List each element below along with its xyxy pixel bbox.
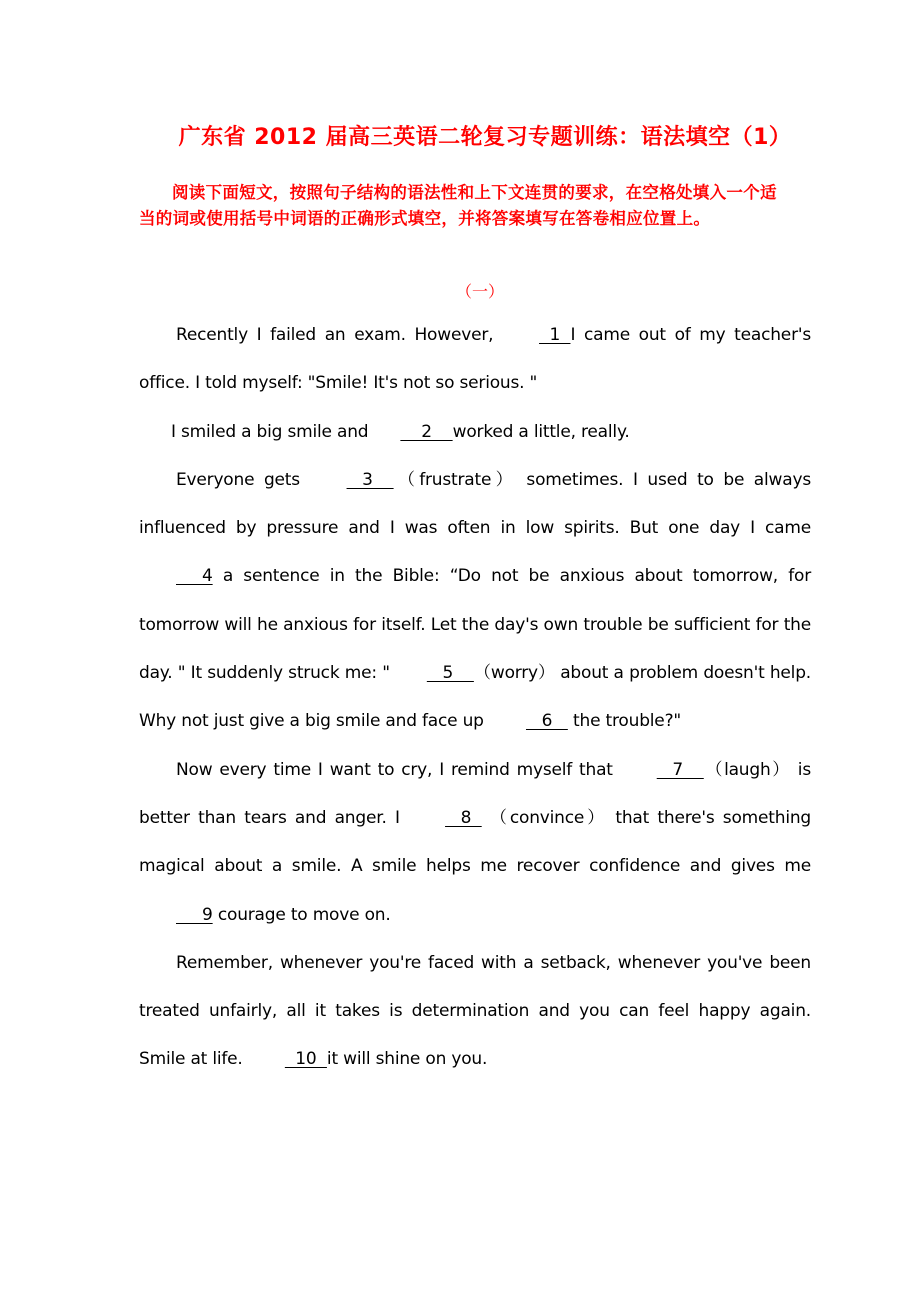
- passage: [139, 311, 811, 1084]
- text-segment: I smiled a big smile and: [171, 421, 369, 442]
- blank-7: 7: [656, 759, 704, 780]
- paragraph-3: [139, 456, 811, 746]
- blank-1: 1: [539, 325, 571, 345]
- text-segment: Now every time I want to cry, I remind myself that: [176, 759, 620, 780]
- document-title: 广东省 2012 届高三英语二轮复习专题训练：语法填空（1）: [178, 125, 792, 150]
- text-segment: a sentence in the Bible: “Do not be anxious about tomorrow, for tomorrow will he anxious for itself. Let the day's own trouble be sufficient for the day. " It suddenly struck me: ": [139, 566, 811, 684]
- text-segment: （frustrate） sometimes. I used to be always influenced by pressure and I was often in low spirits. But one day I came: [139, 469, 811, 539]
- blank-10: 10: [284, 1049, 327, 1070]
- text-segment: （convince） that there's something magical about a smile. A smile helps me recover confidence and gives me: [139, 807, 812, 877]
- text-segment: I came out of my teacher's office. I told myself: "Smile! It's not so serious. ": [139, 325, 811, 394]
- paragraph-1: [139, 311, 811, 408]
- text-segment: it will shine on you.: [326, 1049, 488, 1070]
- text-segment: （worry） about a problem doesn't help. Why not just give a big smile and face up: [139, 663, 811, 732]
- paragraph-5: [139, 939, 811, 1084]
- text-segment: the trouble?": [567, 711, 682, 732]
- blank-4: 4: [176, 566, 213, 587]
- text-segment: （laugh） is better than tears and anger. I: [139, 759, 811, 828]
- text-segment: Remember, whenever you're faced with a setback, whenever you've been treated unfairly, all it takes is determination and you can feel happy again. Smile at life.: [139, 952, 811, 1070]
- text-segment: Recently I failed an exam. However,: [176, 325, 503, 345]
- blank-8: 8: [445, 807, 482, 828]
- blank-5: 5: [426, 663, 474, 684]
- text-segment: worked a little, really.: [452, 421, 630, 442]
- blank-6: 6: [525, 711, 568, 732]
- paragraph-4: [139, 746, 811, 939]
- text-segment: Everyone gets: [176, 469, 310, 490]
- blank-3: 3: [346, 469, 394, 490]
- blank-2: 2: [400, 421, 453, 442]
- blank-9: 9: [176, 904, 213, 925]
- instructions-text: 阅读下面短文，按照句子结构的语法性和上下文连贯的要求，在空格处填入一个适当的词或使用括号中词语的正确形式填空，并将答案填写在答卷相应位置上。: [139, 183, 777, 228]
- section-label: （一）: [455, 282, 504, 301]
- paragraph-2: [139, 408, 811, 456]
- text-segment: courage to move on.: [212, 904, 391, 925]
